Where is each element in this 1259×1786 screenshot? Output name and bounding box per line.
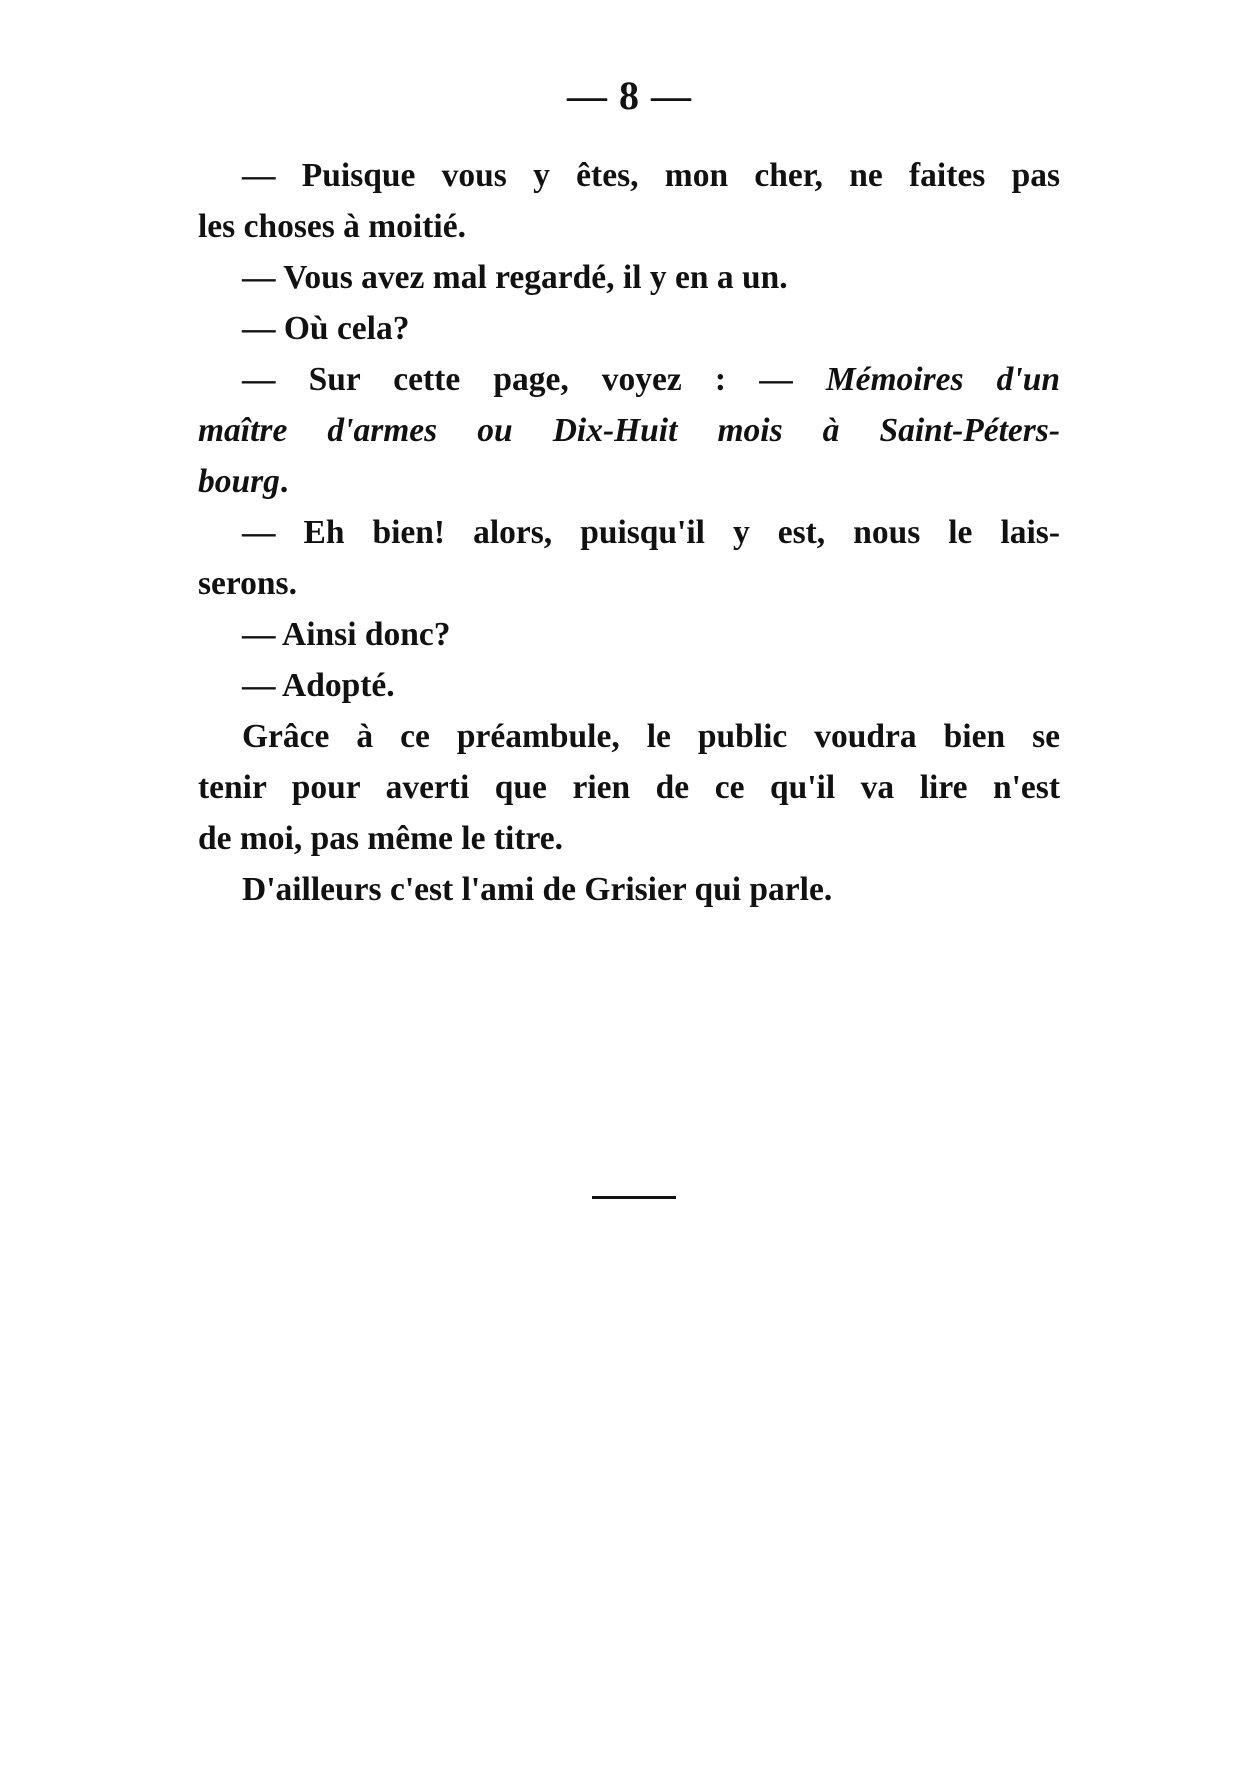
text-line: — Eh bien! alors, puisqu'il y est, nous le lais- [242, 514, 1060, 551]
text-line: — Où cela? [242, 310, 410, 347]
text-line: serons. [198, 565, 297, 602]
text-line [198, 405, 1060, 456]
text-segment: . [279, 463, 289, 500]
text-line: les choses à moitié. [198, 208, 466, 245]
end-rule-divider [592, 1196, 676, 1199]
text-line: D'ailleurs c'est l'ami de Grisier qui parle. [242, 871, 833, 908]
text-line: — Puisque vous y êtes, mon cher, ne faites pas [242, 157, 1060, 194]
page-number: — 8 — [567, 73, 692, 118]
text-line: tenir pour averti que rien de ce qu'il va lire n'est [198, 769, 1060, 806]
text-line: — Ainsi donc? [242, 616, 451, 653]
book-title-italic: bourg [198, 463, 280, 500]
book-title-italic: Mémoires d'un [825, 361, 1060, 398]
text-line: — Vous avez mal regardé, il y en a un. [242, 259, 788, 296]
text-line: Grâce à ce préambule, le public voudra bien se [242, 718, 1060, 755]
text-line [198, 456, 1060, 507]
text-line [198, 354, 1060, 405]
text-line: — Adopté. [242, 667, 395, 704]
text-segment: — Sur cette page, voyez : — [242, 361, 826, 398]
body-text [198, 150, 1060, 915]
text-line: de moi, pas même le titre. [198, 820, 563, 857]
book-title-italic: maître d'armes ou Dix-Huit mois à Saint-Péters- [198, 412, 1060, 449]
